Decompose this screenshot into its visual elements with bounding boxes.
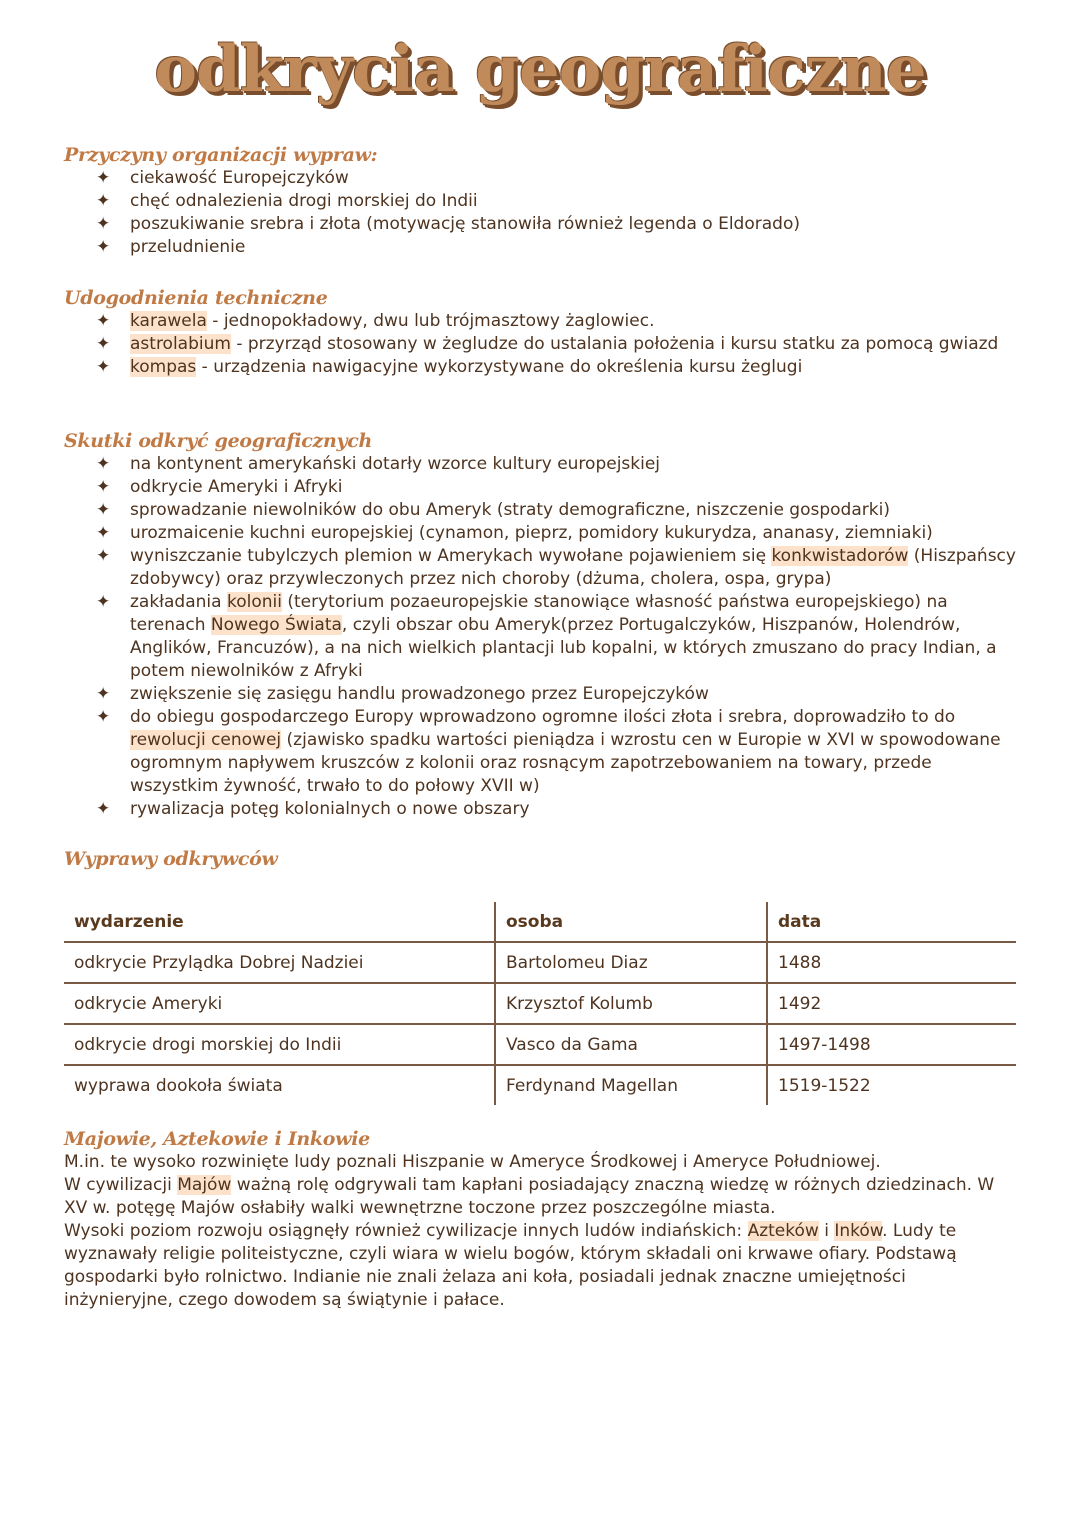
table-cell: 1519-1522 (778, 1075, 871, 1096)
term-highlight: karawela (130, 311, 207, 331)
tech-list (64, 310, 1024, 379)
table-cell: odkrycie drogi morskiej do Indii (64, 1024, 495, 1065)
maya-section (64, 1128, 1014, 1312)
star-bullet-icon: ✦ (96, 707, 111, 727)
causes-list (64, 167, 1024, 259)
term-highlight: Nowego Świata (210, 615, 342, 635)
term-highlight: Majów (177, 1175, 232, 1195)
term-highlight: astrolabium (130, 334, 231, 354)
term-highlight: Azteków (747, 1221, 819, 1241)
column-header: data (767, 902, 1016, 942)
column-header: osoba (495, 902, 767, 942)
term-highlight: kompas (130, 357, 197, 377)
list-item: ✦ karawela - jednopokładowy, dwu lub trójmasztowy żaglowiec. (96, 311, 655, 331)
table-cell: odkrycie Przylądka Dobrej Nadziei (64, 942, 495, 983)
table-cell: Vasco da Gama (495, 1024, 767, 1065)
table-cell: 1492 (767, 983, 1016, 1024)
effects-section (64, 430, 1024, 821)
star-bullet-icon: ✦ (96, 523, 111, 543)
star-bullet-icon: ✦ (96, 477, 111, 497)
table-row (64, 942, 1016, 983)
table-row (64, 1065, 1016, 1105)
star-bullet-icon: ✦ (96, 799, 111, 819)
star-bullet-icon: ✦ (96, 214, 111, 234)
list-item: ✦ astrolabium - przyrząd stosowany w żegludze do ustalania położenia i kursu statku za pomocą gwiazd (96, 334, 999, 354)
star-bullet-icon: ✦ (96, 191, 111, 211)
list-item: ✦ zakładania kolonii (terytorium pozaeuropejskie stanowiące własność państwa europejskiego) na terenach Nowego Świata, czyli obszar obu Ameryk(przez Portugalczyków, Hiszpanów, Holendrów, Anglików, Francuzów), a na nich wielkich plantacji lub kopalni, w których zmuszano do pracy Indian, a potem niewolników z Afryki (96, 592, 997, 681)
causes-section (64, 144, 1024, 259)
voyages-section (64, 848, 1024, 871)
star-bullet-icon: ✦ (96, 237, 111, 257)
star-bullet-icon: ✦ (96, 357, 111, 377)
table-cell: Bartolomeu Diaz (495, 942, 767, 983)
table-row (64, 983, 1016, 1024)
star-bullet-icon: ✦ (96, 311, 111, 331)
list-item: ✦ urozmaicenie kuchni europejskiej (cynamon, pieprz, pomidory kukurydza, ananasy, ziemniaki) (96, 523, 933, 543)
list-item: ✦ odkrycie Ameryki i Afryki (96, 477, 343, 497)
list-item: ✦ zwiększenie się zasięgu handlu prowadzonego przez Europejczyków (96, 684, 709, 704)
list-item: ✦ przeludnienie (96, 237, 246, 257)
maya-heading: Majowie, Aztekowie i Inkowie (64, 1128, 370, 1150)
term-highlight: rewolucji cenowej (130, 730, 282, 750)
list-item: ✦ kompas - urządzenia nawigacyjne wykorzystywane do określenia kursu żeglugi (96, 357, 803, 377)
voyages-heading: Wyprawy odkrywców (64, 848, 278, 870)
list-item: ✦ wyniszczanie tubylczych plemion w Amerykach wywołane pojawieniem się konkwistadorów (Hiszpańscy zdobywcy) oraz przywleczonych przez nich choroby (dżuma, cholera, ospa, grypa) (96, 546, 1016, 589)
star-bullet-icon: ✦ (96, 592, 111, 612)
list-item: ✦ chęć odnalezienia drogi morskiej do Indii (96, 191, 478, 211)
star-bullet-icon: ✦ (96, 546, 111, 566)
table-cell: 1497-1498 (767, 1024, 1016, 1065)
star-bullet-icon: ✦ (96, 500, 111, 520)
table-cell: 1488 (767, 942, 1016, 983)
effects-list (64, 453, 1024, 821)
tech-heading: Udogodnienia techniczne (64, 287, 328, 309)
list-item: ✦ do obiegu gospodarczego Europy wprowadzono ogromne ilości złota i srebra, doprowadziło to do rewolucji cenowej (zjawisko spadku wartości pieniądza i wzrostu cen w Europie w XVI w spowodowane ogromnym napływem kruszców z kolonii oraz rosnącym zapotrzebowaniem na towary, przede wszystkim żywność, trwało to do połowy XVII w) (96, 707, 1001, 796)
table-cell: Krzysztof Kolumb (495, 983, 767, 1024)
tech-section (64, 287, 1024, 379)
column-header: wydarzenie (64, 902, 495, 942)
table-cell: wyprawa dookoła świata (64, 1065, 495, 1105)
star-bullet-icon: ✦ (96, 334, 111, 354)
star-bullet-icon: ✦ (96, 684, 111, 704)
star-bullet-icon: ✦ (96, 168, 111, 188)
page-title: odkrycia geograficzne (154, 32, 926, 107)
list-item: ✦ na kontynent amerykański dotarły wzorce kultury europejskiej (96, 454, 661, 474)
table-cell: odkrycie Ameryki (64, 983, 495, 1024)
list-item: ✦ poszukiwanie srebra i złota (motywację stanowiła również legenda o Eldorado) (96, 214, 800, 234)
list-item: ✦ rywalizacja potęg kolonialnych o nowe obszary (96, 799, 530, 819)
effects-heading: Skutki odkryć geograficznych (64, 430, 373, 452)
table-cell: Ferdynand Magellan (495, 1065, 767, 1105)
list-item: ✦ ciekawość Europejczyków (96, 168, 349, 188)
star-bullet-icon: ✦ (96, 454, 111, 474)
list-item: ✦ sprowadzanie niewolników do obu Ameryk (straty demograficzne, niszczenie gospodarki) (96, 500, 890, 520)
table-row (64, 1024, 1016, 1065)
voyages-table (64, 902, 1016, 1105)
table-header-row (64, 902, 1016, 942)
term-highlight: kolonii (226, 592, 282, 612)
causes-heading: Przyczyny organizacji wypraw: (64, 144, 378, 166)
maya-paragraph: M.in. te wysoko rozwinięte ludy poznali Hiszpanie w Ameryce Środkowej i Ameryce Południowej. W cywilizacji Majów ważną rolę odgrywali tam kapłani posiadający znaczną wiedzę w różnych dziedzinach. W XV w. potęgę Majów osłabiły walki wewnętrzne toczone przez poszczególne miasta. Wysoki poziom rozwoju osiągnęły również cywilizacje innych ludów indiańskich: Azteków i Inków. Ludy te wyznawały religie politeistyczne, czyli wiara w wielu bogów, którym składali oni krwawe ofiary. Podstawą gospodarki było rolnictwo. Indianie nie znali żelaza ani koła, posiadali jednak znaczne umiejętności inżynieryjne, czego dowodem są świątynie i pałace. (64, 1152, 995, 1310)
term-highlight: Inków (834, 1221, 883, 1241)
term-highlight: konkwistadorów (771, 546, 909, 566)
